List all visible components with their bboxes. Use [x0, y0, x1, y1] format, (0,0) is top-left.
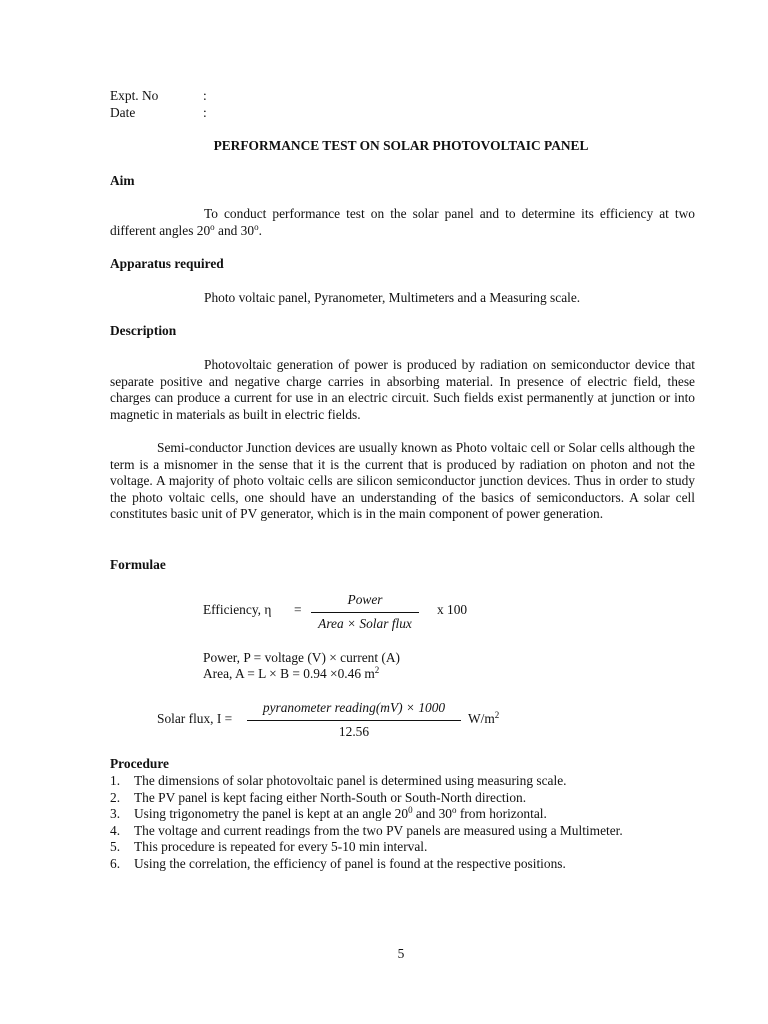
description-para-1: Photovoltaic generation of power is produced by radiation on semiconductor device that separate positive and negative charge carries in absorbing material. In presence of electric field, these charges can produce a current for use in an electric circuit. Such fields exist permanently at junction or into magnetic in materials as built in electric fields. [110, 357, 695, 422]
solar-flux-unit-exponent: 2 [494, 710, 500, 720]
step-text: Using the correlation, the efficiency of panel is found at the respective positions. [134, 855, 566, 871]
efficiency-fraction [311, 592, 419, 632]
step-number: 5. [110, 839, 121, 854]
procedure-step [110, 790, 695, 807]
aim-heading: Aim [110, 173, 135, 188]
area-formula [203, 666, 379, 683]
procedure-heading: Procedure [110, 756, 170, 771]
step-number: 6. [110, 855, 121, 871]
step-degree-2: o [452, 805, 457, 815]
solar-flux-label: Solar flux, I = [157, 711, 233, 726]
efficiency-equals: = [294, 602, 302, 617]
aim-degree-2: o [254, 221, 259, 232]
procedure-step [110, 839, 695, 856]
aim-text-end: . [258, 222, 262, 238]
solar-flux-unit [468, 711, 499, 728]
efficiency-denominator: Area × Solar flux [318, 615, 412, 631]
solar-flux-numerator: pyranometer reading(mV) × 1000 [262, 700, 446, 715]
area-formula-text: Area, A = L × B = 0.94 ×0.46 m [203, 666, 375, 681]
step-number: 1. [110, 773, 121, 788]
description-para-2: Semi-conductor Junction devices are usually known as Photo voltaic cell or Solar cells although the term is a misnomer in the sense that it is the current that is produced by radiation on photon and not the voltage. A majority of photo voltaic cells are silicon semiconductor junction devices. Thus in order to study the photo voltaic cells, one should have an understanding of the basics of semiconductors. A solar cell constitutes basic unit of PV generator, which is in the main component of power generation. [110, 440, 695, 521]
aim-degree-1: o [210, 221, 215, 232]
apparatus-text: Photo voltaic panel, Pyranometer, Multimeters and a Measuring scale. [204, 290, 581, 305]
aim-text-part2: and 30 [214, 222, 255, 238]
expt-no-label: Expt. No [110, 88, 159, 103]
expt-no-colon: : [203, 88, 207, 103]
expt-no-line [110, 88, 207, 105]
step-degree-1: 0 [408, 805, 413, 815]
aim-text-part1: To conduct performance test on the solar panel and to determine its efficiency at two different angles 20 [110, 206, 695, 238]
step-text: The PV panel is kept facing either North-South or South-North direction. [134, 789, 527, 805]
step-text: The voltage and current readings from the two PV panels are measured using a Multimeter. [134, 822, 623, 838]
efficiency-label: Efficiency, η [203, 602, 272, 617]
step-text: The dimensions of solar photovoltaic panel is determined using measuring scale. [134, 773, 567, 788]
procedure-step [110, 856, 695, 873]
date-colon: : [203, 105, 207, 120]
procedure-step [110, 773, 695, 790]
aim-text [110, 206, 695, 239]
power-formula: Power, P = voltage (V) × current (A) [203, 650, 401, 665]
efficiency-times-100: x 100 [437, 602, 468, 617]
efficiency-fraction-bar [311, 612, 419, 613]
solar-flux-fraction [247, 700, 461, 740]
solar-flux-fraction-bar [247, 720, 461, 721]
date-label: Date [110, 105, 136, 120]
area-unit-exponent: 2 [374, 665, 380, 675]
formulae-heading: Formulae [110, 557, 166, 572]
procedure-step [110, 806, 695, 823]
procedure-list [110, 773, 695, 872]
page-title: PERFORMANCE TEST ON SOLAR PHOTOVOLTAIC PANEL [213, 138, 589, 153]
step-number: 3. [110, 806, 121, 821]
step-text: This procedure is repeated for every 5-10 min interval. [134, 839, 428, 854]
solar-flux-unit-text: W/m [468, 711, 495, 726]
procedure-step [110, 823, 695, 840]
page-number: 5 [397, 946, 405, 961]
step-text-end: from horizontal. [456, 806, 547, 821]
step-number: 4. [110, 822, 121, 838]
description-heading: Description [110, 323, 177, 338]
date-line [110, 105, 207, 122]
efficiency-numerator: Power [347, 592, 383, 607]
step-number: 2. [110, 789, 121, 805]
step-text-mid: and 30 [412, 806, 452, 821]
apparatus-heading: Apparatus required [110, 256, 224, 271]
step-text: Using trigonometry the panel is kept at an angle 20 [134, 806, 409, 821]
solar-flux-denominator: 12.56 [338, 723, 370, 739]
